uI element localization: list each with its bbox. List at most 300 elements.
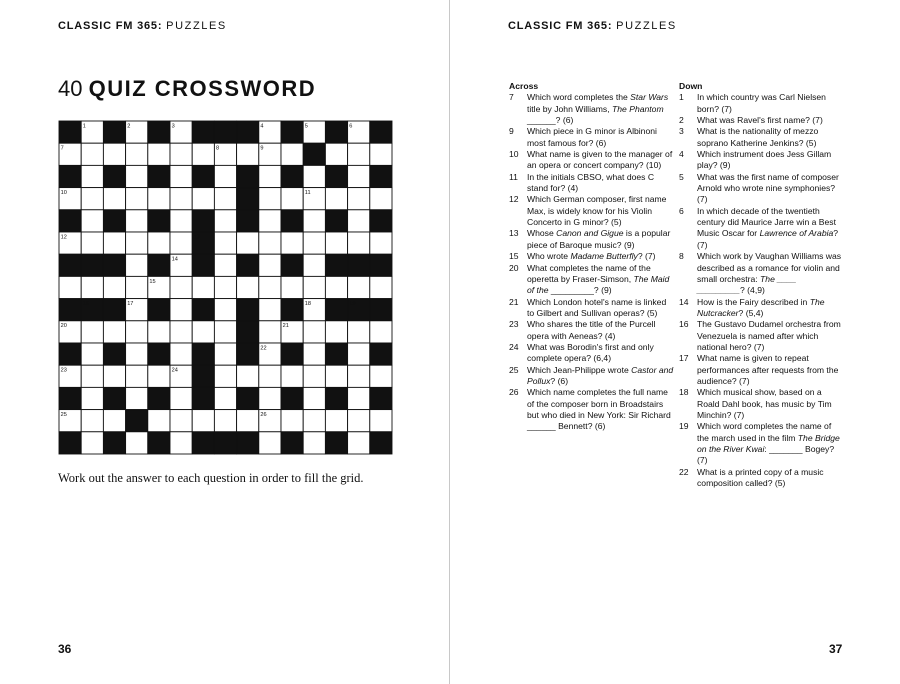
clue-num: 1 (679, 92, 684, 103)
clue-num: 23 (509, 319, 519, 330)
grid-cell[interactable] (170, 343, 192, 365)
grid-cell[interactable] (259, 165, 281, 187)
grid-cell[interactable] (348, 165, 370, 187)
puzzle-number: 40 (58, 76, 83, 101)
clue-number: 16 (82, 301, 90, 307)
clue-text: Who wrote Madame Butterfly? (7) (527, 251, 656, 262)
grid-cell[interactable] (281, 365, 303, 387)
grid-cell[interactable] (370, 365, 392, 387)
grid-cell[interactable] (348, 276, 370, 298)
grid-block (237, 188, 259, 210)
grid-cell[interactable] (348, 188, 370, 210)
down-clue (679, 115, 844, 126)
grid-cell[interactable] (126, 232, 148, 254)
grid-cell[interactable] (370, 143, 392, 165)
grid-cell[interactable] (170, 232, 192, 254)
grid-block (59, 254, 81, 276)
grid-cell[interactable] (103, 276, 125, 298)
grid-cell[interactable] (259, 276, 281, 298)
grid-cell[interactable] (259, 210, 281, 232)
grid-cell[interactable] (148, 321, 170, 343)
grid-cell[interactable] (170, 410, 192, 432)
grid-cell[interactable] (214, 321, 236, 343)
grid-block (237, 321, 259, 343)
grid-cell[interactable] (348, 343, 370, 365)
clue-num: 25 (509, 364, 519, 375)
page-number-left: 36 (58, 642, 72, 656)
grid-block (325, 387, 347, 409)
clue-number: 17 (127, 301, 134, 307)
grid-cell[interactable] (170, 188, 192, 210)
grid-block (281, 432, 303, 454)
grid-cell[interactable] (170, 387, 192, 409)
clue-num: 21 (509, 296, 519, 307)
grid-cell[interactable] (214, 387, 236, 409)
grid-cell[interactable] (170, 321, 192, 343)
grid-cell[interactable] (237, 365, 259, 387)
grid-cell[interactable] (126, 210, 148, 232)
grid-cell[interactable] (303, 387, 325, 409)
clue-text: Which name completes the full name of the composer born in Broadstairs but who died in New York: Sir Richard ______ Bennett? (6) (527, 387, 671, 432)
crossword-svg[interactable] (58, 120, 393, 455)
grid-cell[interactable] (81, 321, 103, 343)
grid-block (148, 343, 170, 365)
clue-num: 2 (679, 115, 684, 126)
grid-block (237, 254, 259, 276)
grid-cell[interactable] (348, 387, 370, 409)
grid-cell[interactable] (237, 232, 259, 254)
grid-cell[interactable] (303, 410, 325, 432)
grid-cell[interactable] (281, 143, 303, 165)
grid-block (325, 299, 347, 321)
grid-block (281, 299, 303, 321)
grid-cell[interactable] (214, 410, 236, 432)
grid-cell[interactable] (259, 188, 281, 210)
clue-number: 11 (304, 190, 311, 196)
grid-cell[interactable] (259, 299, 281, 321)
grid-block (103, 121, 125, 143)
grid-cell[interactable] (214, 299, 236, 321)
grid-block (303, 143, 325, 165)
grid-cell[interactable] (348, 365, 370, 387)
clue-num: 13 (509, 228, 519, 239)
puzzle-name: QUIZ CROSSWORD (88, 76, 317, 101)
grid-cell[interactable] (81, 276, 103, 298)
grid-cell[interactable] (348, 410, 370, 432)
across-clue (509, 387, 674, 432)
clue-number: 2 (127, 123, 131, 130)
grid-block (148, 165, 170, 187)
down-clue (679, 92, 844, 115)
grid-cell[interactable] (214, 254, 236, 276)
clue-number: 14 (171, 256, 178, 263)
clue-text: Who shares the title of the Purcell opera with Aeneas? (4) (527, 319, 656, 341)
clue-num: 16 (679, 319, 689, 330)
grid-cell[interactable] (281, 188, 303, 210)
across-clue (509, 297, 674, 320)
grid-cell[interactable] (126, 432, 148, 454)
clue-num: 14 (679, 296, 689, 307)
grid-block (237, 121, 259, 143)
grid-cell[interactable] (325, 276, 347, 298)
clue-num: 17 (679, 353, 689, 364)
grid-cell[interactable] (281, 276, 303, 298)
clue-num: 4 (679, 149, 684, 160)
clue-number: 5 (304, 123, 308, 130)
grid-cell[interactable] (148, 188, 170, 210)
grid-cell[interactable] (170, 210, 192, 232)
clue-text: How is the Fairy described in The Nutcracker? (5,4) (697, 296, 825, 318)
grid-cell[interactable] (81, 210, 103, 232)
grid-block (103, 387, 125, 409)
grid-cell[interactable] (325, 365, 347, 387)
grid-cell[interactable] (81, 232, 103, 254)
puzzle-title (58, 76, 316, 102)
grid-cell[interactable] (214, 343, 236, 365)
clue-text: What name is given to repeat performances after requests from the audience? (7) (697, 353, 839, 386)
clue-number: 25 (60, 412, 67, 418)
across-clue (509, 263, 674, 297)
grid-cell[interactable] (148, 365, 170, 387)
down-clue (679, 421, 844, 466)
grid-cell[interactable] (103, 410, 125, 432)
clue-num: 12 (509, 194, 519, 205)
crossword-grid[interactable] (58, 120, 393, 455)
grid-cell[interactable] (170, 165, 192, 187)
grid-block (148, 299, 170, 321)
grid-block (148, 210, 170, 232)
across-clue (509, 319, 674, 342)
grid-block (325, 210, 347, 232)
grid-cell[interactable] (281, 232, 303, 254)
grid-block (148, 254, 170, 276)
grid-cell[interactable] (126, 365, 148, 387)
clue-number: 24 (171, 367, 178, 374)
grid-cell[interactable] (103, 232, 125, 254)
grid-cell[interactable] (103, 188, 125, 210)
clue-text: What name is given to the manager of an opera or concert company? (10) (527, 149, 673, 171)
across-clue (509, 172, 674, 195)
clue-number: 9 (260, 145, 264, 152)
grid-cell[interactable] (192, 410, 214, 432)
grid-cell[interactable] (259, 387, 281, 409)
grid-block (370, 387, 392, 409)
grid-cell[interactable] (126, 321, 148, 343)
grid-cell[interactable] (170, 143, 192, 165)
grid-cell[interactable] (81, 387, 103, 409)
grid-cell[interactable] (59, 276, 81, 298)
grid-cell[interactable] (325, 232, 347, 254)
grid-cell[interactable] (192, 276, 214, 298)
grid-cell[interactable] (126, 254, 148, 276)
grid-cell[interactable] (148, 410, 170, 432)
grid-block (59, 165, 81, 187)
clue-num: 26 (509, 387, 519, 398)
grid-block (59, 210, 81, 232)
clue-num: 15 (509, 251, 519, 262)
grid-cell[interactable] (325, 410, 347, 432)
grid-block (192, 165, 214, 187)
down-clue (679, 297, 844, 320)
grid-block (148, 121, 170, 143)
down-clues (679, 81, 844, 489)
grid-cell[interactable] (237, 410, 259, 432)
grid-cell[interactable] (325, 321, 347, 343)
grid-cell[interactable] (126, 276, 148, 298)
grid-block (59, 121, 81, 143)
grid-block (281, 210, 303, 232)
grid-cell[interactable] (348, 432, 370, 454)
across-clue (509, 365, 674, 388)
clue-num: 18 (679, 387, 689, 398)
grid-cell[interactable] (303, 365, 325, 387)
clue-num: 20 (509, 262, 519, 273)
grid-cell[interactable] (259, 254, 281, 276)
clue-num: 22 (679, 466, 689, 477)
grid-cell[interactable] (348, 210, 370, 232)
clue-number: 20 (60, 323, 67, 330)
clue-number: 7 (60, 145, 64, 152)
clue-text: Which Jean-Philippe wrote Castor and Pollux? (6) (527, 364, 674, 386)
grid-cell[interactable] (259, 365, 281, 387)
grid-cell[interactable] (103, 365, 125, 387)
grid-cell[interactable] (192, 143, 214, 165)
clue-text: Which musical show, based on a Roald Dahl book, has music by Tim Minchin? (7) (697, 387, 832, 420)
clue-number: 22 (260, 345, 267, 352)
clue-text: The Gustavo Dudamel orchestra from Venezuela is named after which national hero? (7) (697, 319, 841, 352)
grid-cell[interactable] (214, 232, 236, 254)
grid-block (126, 410, 148, 432)
grid-block (103, 343, 125, 365)
clue-num: 3 (679, 126, 684, 137)
grid-block (59, 387, 81, 409)
grid-block (281, 254, 303, 276)
clue-number: 10 (60, 190, 67, 196)
grid-cell[interactable] (214, 165, 236, 187)
down-clue (679, 467, 844, 490)
grid-block (192, 121, 214, 143)
clue-text: Which German composer, first name Max, is widely know for his Violin Concerto in G minor? (5) (527, 194, 667, 228)
clue-text: What is the nationality of mezzo soprano Katherine Jenkins? (5) (697, 126, 819, 148)
grid-cell[interactable] (303, 321, 325, 343)
grid-cell[interactable] (81, 188, 103, 210)
clue-text: Which instrument does Jess Gillam play? (9) (697, 149, 832, 171)
grid-cell[interactable] (192, 188, 214, 210)
clue-number: 18 (304, 301, 312, 307)
clue-number: 15 (149, 278, 156, 285)
header-brand: CLASSIC FM 365: (58, 20, 163, 32)
grid-cell[interactable] (348, 232, 370, 254)
grid-cell[interactable] (103, 321, 125, 343)
running-header (58, 20, 227, 32)
grid-cell[interactable] (81, 432, 103, 454)
grid-block (325, 165, 347, 187)
grid-block (370, 165, 392, 187)
grid-block (103, 165, 125, 187)
grid-block (370, 343, 392, 365)
grid-cell[interactable] (303, 210, 325, 232)
across-clue (509, 251, 674, 262)
grid-block (59, 343, 81, 365)
clue-text: Which word completes the name of the march used in the film The Bridge on the River Kwai: _______ Bogey? (7) (697, 421, 840, 466)
grid-block (103, 210, 125, 232)
clue-text: Whose Canon and Gigue is a popular piece of Baroque music? (9) (527, 228, 671, 250)
across-clue (509, 342, 674, 365)
clue-text: Which piece in G minor is Albinoni most famous for? (6) (527, 126, 657, 148)
down-clue (679, 172, 844, 206)
grid-block (103, 299, 125, 321)
grid-cell[interactable] (370, 232, 392, 254)
header-section: PUZZLES (616, 20, 677, 32)
grid-cell[interactable] (126, 387, 148, 409)
across-clue (509, 228, 674, 251)
across-clue (509, 126, 674, 149)
clue-num: 24 (509, 341, 519, 352)
grid-cell[interactable] (170, 299, 192, 321)
clue-num: 7 (509, 92, 514, 103)
grid-cell[interactable] (148, 143, 170, 165)
down-clue (679, 387, 844, 421)
down-clue (679, 353, 844, 387)
clue-num: 19 (679, 421, 689, 432)
clue-num: 5 (679, 171, 684, 182)
grid-cell[interactable] (281, 410, 303, 432)
grid-block (148, 387, 170, 409)
grid-block (192, 432, 214, 454)
down-clue (679, 126, 844, 149)
grid-block (281, 343, 303, 365)
clue-text: Which work by Vaughan Williams was described as a romance for violin and small orchestra: The ____ _________? (4,9) (697, 251, 842, 296)
grid-block (214, 432, 236, 454)
grid-cell[interactable] (170, 276, 192, 298)
grid-cell[interactable] (303, 343, 325, 365)
grid-cell[interactable] (303, 432, 325, 454)
grid-block (103, 254, 125, 276)
header-section: PUZZLES (166, 20, 227, 32)
header-brand: CLASSIC FM 365: (508, 20, 613, 32)
grid-cell[interactable] (348, 143, 370, 165)
clue-number: 19 (349, 301, 356, 307)
grid-block (192, 210, 214, 232)
grid-cell[interactable] (370, 410, 392, 432)
grid-cell[interactable] (81, 365, 103, 387)
grid-block (192, 343, 214, 365)
grid-block (214, 121, 236, 143)
clue-num: 11 (509, 171, 518, 182)
grid-cell[interactable] (259, 321, 281, 343)
grid-cell[interactable] (370, 188, 392, 210)
grid-block (192, 254, 214, 276)
across-clue (509, 92, 674, 126)
grid-block (325, 254, 347, 276)
grid-cell[interactable] (81, 165, 103, 187)
grid-block (192, 365, 214, 387)
grid-block (237, 343, 259, 365)
grid-block (237, 299, 259, 321)
grid-cell[interactable] (126, 165, 148, 187)
clue-text: What is a printed copy of a music composition called? (5) (697, 466, 824, 489)
grid-cell[interactable] (303, 254, 325, 276)
grid-cell[interactable] (259, 432, 281, 454)
grid-block (370, 254, 392, 276)
grid-cell[interactable] (348, 321, 370, 343)
grid-cell[interactable] (259, 232, 281, 254)
clue-text: What was Ravel's first name? (7) (697, 115, 823, 126)
grid-cell[interactable] (148, 232, 170, 254)
grid-block (325, 121, 347, 143)
clue-text: Which word completes the Star Wars title by John Williams, The Phantom ______? (6) (527, 92, 669, 126)
grid-block (370, 432, 392, 454)
grid-cell[interactable] (303, 165, 325, 187)
grid-cell[interactable] (126, 143, 148, 165)
clue-number: 3 (171, 123, 175, 130)
grid-cell[interactable] (325, 143, 347, 165)
across-clues (509, 81, 674, 433)
clue-text: In the initials CBSO, what does C stand for? (4) (527, 171, 655, 194)
grid-block (237, 387, 259, 409)
grid-cell[interactable] (170, 432, 192, 454)
grid-block (59, 432, 81, 454)
grid-cell[interactable] (303, 232, 325, 254)
grid-block (370, 299, 392, 321)
grid-block (192, 387, 214, 409)
clue-number: 1 (82, 123, 86, 130)
across-clue (509, 194, 674, 228)
grid-cell[interactable] (214, 365, 236, 387)
grid-cell[interactable] (103, 143, 125, 165)
clue-text: In which decade of the twentieth century did Maurice Jarre win a Best Music Oscar for Lawrence of Arabia? (7) (697, 205, 839, 250)
grid-cell[interactable] (81, 343, 103, 365)
down-clue (679, 149, 844, 172)
grid-block (281, 165, 303, 187)
grid-cell[interactable] (126, 343, 148, 365)
grid-cell[interactable] (303, 276, 325, 298)
grid-cell[interactable] (370, 321, 392, 343)
grid-block (192, 299, 214, 321)
clue-number: 26 (260, 412, 267, 418)
grid-block (237, 210, 259, 232)
grid-cell[interactable] (370, 276, 392, 298)
grid-cell[interactable] (81, 143, 103, 165)
grid-cell[interactable] (214, 188, 236, 210)
instructions: Work out the answer to each question in order to fill the grid. (58, 471, 364, 485)
clue-text: What was Borodin's first and only complete opera? (6,4) (527, 341, 654, 364)
grid-cell[interactable] (126, 188, 148, 210)
grid-cell[interactable] (325, 188, 347, 210)
clue-text: What was the first name of composer Arnold who wrote nine symphonies? (7) (697, 171, 839, 205)
grid-cell[interactable] (81, 410, 103, 432)
grid-block (370, 210, 392, 232)
grid-block (148, 432, 170, 454)
clue-num: 8 (679, 251, 684, 262)
clue-number: 4 (260, 123, 264, 130)
clue-text: In which country was Carl Nielsen born? (7) (697, 92, 826, 114)
grid-cell[interactable] (237, 276, 259, 298)
grid-block (103, 432, 125, 454)
grid-cell[interactable] (214, 276, 236, 298)
grid-cell[interactable] (237, 143, 259, 165)
grid-block (59, 299, 81, 321)
clue-text: What completes the name of the operetta by Fraser-Simson, The Maid of the _________? (9) (527, 262, 670, 296)
grid-cell[interactable] (214, 210, 236, 232)
grid-cell[interactable] (192, 321, 214, 343)
down-clue (679, 251, 844, 296)
down-heading: Down (679, 81, 703, 91)
across-clue (509, 149, 674, 172)
clue-num: 9 (509, 126, 514, 137)
clue-number: 21 (282, 323, 289, 330)
clue-num: 10 (509, 149, 519, 160)
